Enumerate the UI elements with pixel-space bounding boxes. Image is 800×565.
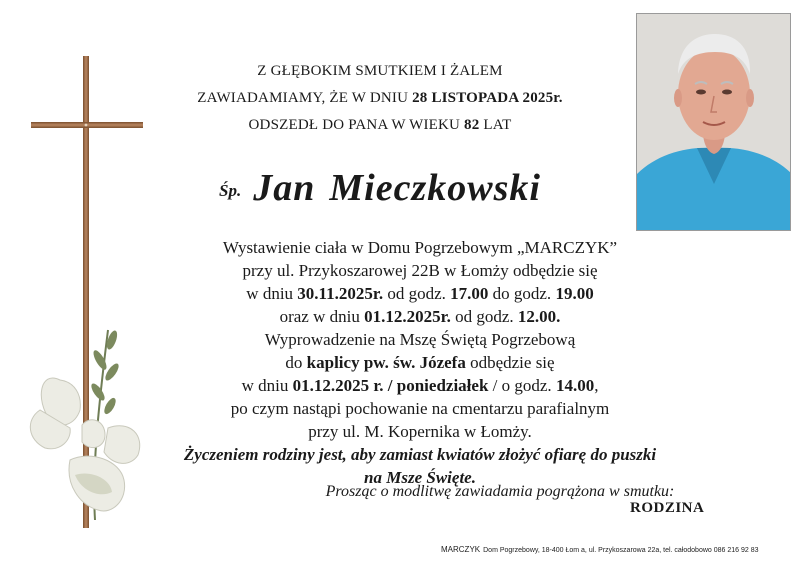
viewing-date: 30.11.2025r. [297, 284, 384, 303]
last-name: Mieczkowski [329, 167, 541, 209]
detail-text: od godz. [383, 284, 451, 303]
detail-text: odbędzie się [465, 353, 555, 372]
detail-line [160, 282, 680, 305]
family-wish-line: Życzeniem rodziny jest, aby zamiast kwiatów złożyć ofiarę do puszki [183, 445, 657, 464]
funeral-home-footer [441, 545, 759, 554]
header-line-1: Z GŁĘBOKIM SMUTKIEM I ŻALEM [257, 63, 503, 79]
full-name [253, 167, 541, 209]
first-name: Jan [253, 167, 316, 209]
lily-flower-icon [20, 310, 150, 530]
announcement-header [160, 58, 600, 139]
funeral-home-contact: Dom Pogrzebowy, 18-400 Łom a, ul. Przykoszarowa 22a, tel. całodobowo 086 216 92 83 [483, 547, 759, 554]
viewing-date-2: 01.12.2025r. [364, 307, 451, 326]
funeral-home-brand: MARCZYK [441, 545, 481, 554]
viewing-end-time: 19.00 [555, 284, 594, 303]
age: 82 [464, 117, 480, 133]
funeral-details [160, 236, 680, 489]
header-line-3-suffix: LAT [479, 117, 512, 133]
detail-text: / o godz. [488, 376, 556, 395]
mass-date: 01.12.2025 r. / poniedziałek [292, 376, 489, 395]
detail-text: od godz. [450, 307, 518, 326]
detail-text: do [285, 353, 307, 372]
portrait-photo [636, 13, 791, 231]
detail-line [160, 351, 680, 374]
viewing-start-time: 17.00 [450, 284, 489, 303]
header-line-3-text: ODSZEDŁ DO PANA W WIEKU [248, 117, 465, 133]
detail-line: Wyprowadzenie na Mszę Świętą Pogrzebową [264, 330, 576, 349]
detail-text: oraz w dniu [279, 307, 365, 326]
death-date: 28 LISTOPADA 2025r. [412, 90, 563, 106]
header-line-2 [160, 85, 600, 112]
header-line-3 [160, 112, 600, 139]
detail-text: w dniu [241, 376, 293, 395]
mass-time: 14.00 [555, 376, 595, 395]
detail-text: w dniu [246, 284, 298, 303]
deceased-name [160, 166, 600, 210]
name-prefix: Śp. [219, 181, 242, 200]
chapel-name: kaplicy pw. św. Józefa [306, 353, 466, 372]
detail-line [160, 305, 680, 328]
detail-text: do godz. [488, 284, 556, 303]
family-signature: RODZINA [630, 500, 705, 516]
viewing-time-2: 12.00. [517, 307, 561, 326]
header-line-2-text: ZAWIADAMIAMY, ŻE W DNIU [197, 90, 413, 106]
portrait-image [637, 14, 791, 231]
detail-line [160, 374, 680, 397]
detail-line: przy ul. Przykoszarowej 22B w Łomży odbędzie się [242, 261, 598, 280]
prayer-request: Prosząc o modlitwę zawiadamia pogrążona w smutku: [325, 483, 675, 500]
detail-text: , [594, 376, 599, 395]
detail-line: Wystawienie ciała w Domu Pogrzebowym „MARCZYK” [222, 238, 618, 257]
family-wish-line: na Msze Święte. [364, 468, 476, 487]
detail-line: przy ul. M. Kopernika w Łomży. [308, 422, 532, 441]
detail-line: po czym nastąpi pochowanie na cmentarzu parafialnym [230, 399, 610, 418]
